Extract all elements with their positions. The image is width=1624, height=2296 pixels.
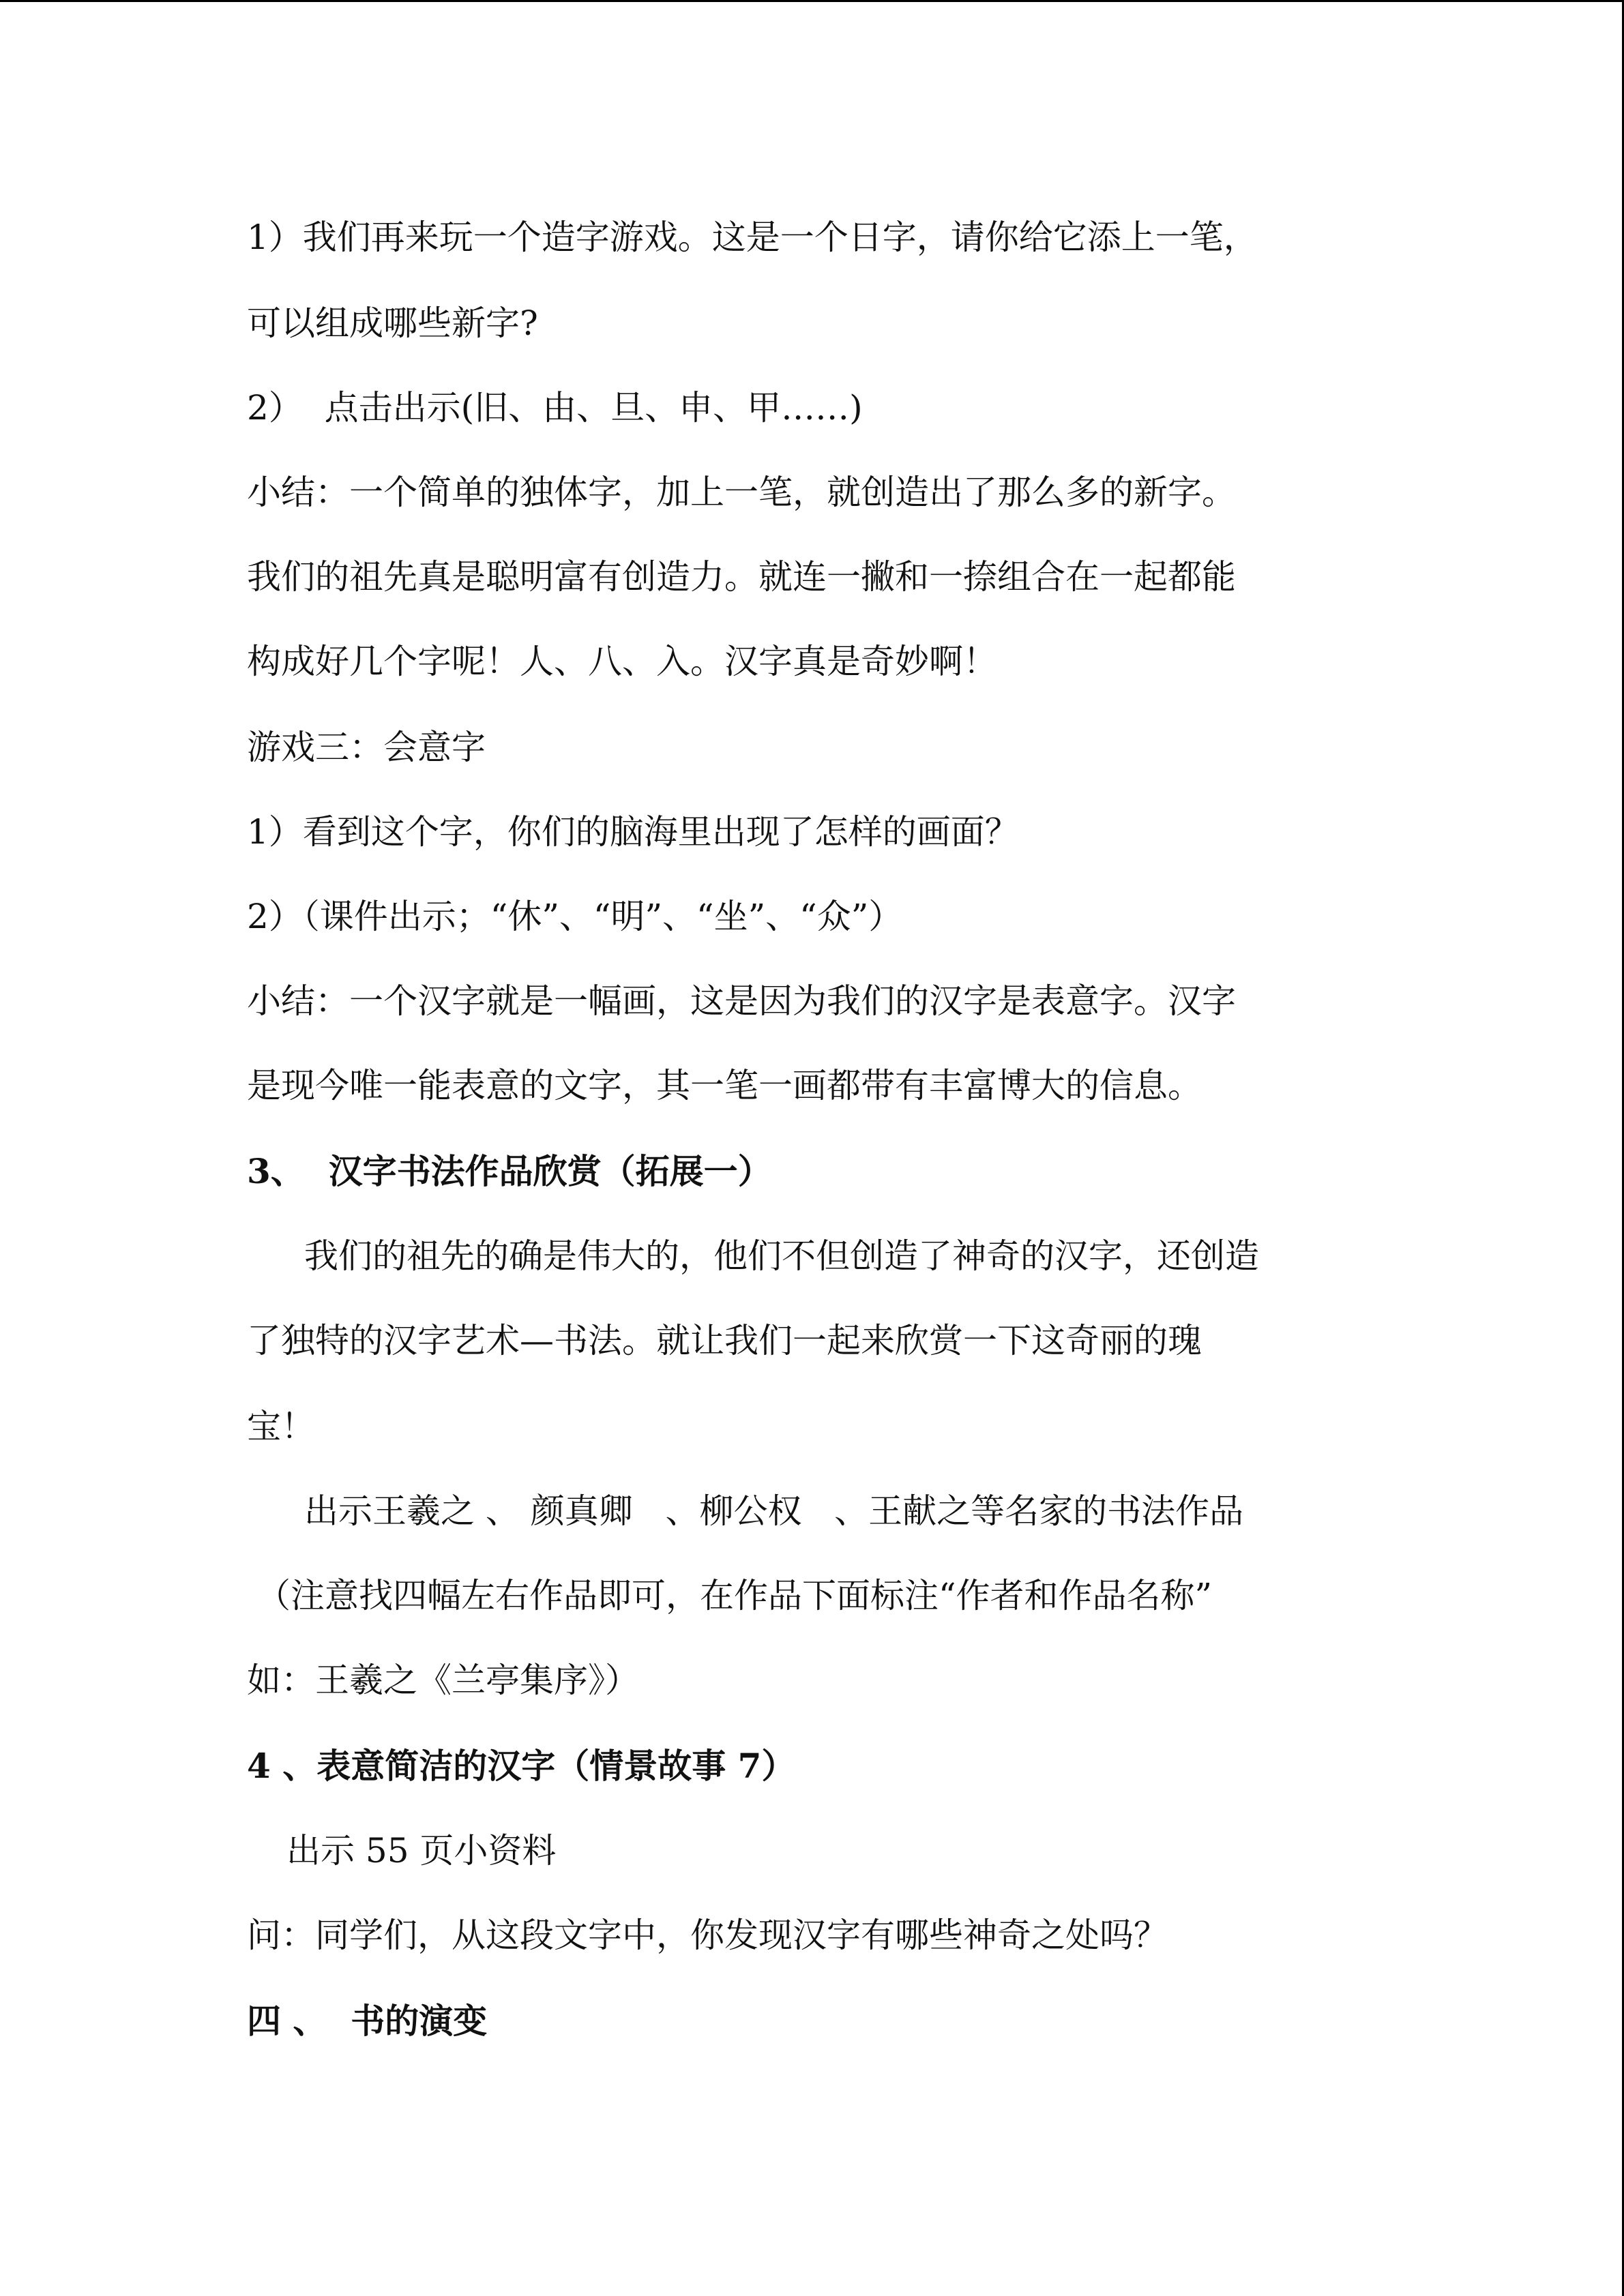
paragraph-line: （注意找四幅左右作品即可，在作品下面标注“作者和作品名称” [256, 1576, 1213, 1615]
paragraph-line: 是现今唯一能表意的文字，其一笔一画都带有丰富博大的信息。 [247, 1066, 1202, 1105]
paragraph-line: 小结：一个汉字就是一幅画，这是因为我们的汉字是表意字。汉字 [247, 981, 1236, 1021]
paragraph-line: 我们的祖先的确是伟大的，他们不但创造了神奇的汉字，还创造 [304, 1236, 1259, 1276]
paragraph-line: 1）我们再来玩一个造字游戏。这是一个日字，请你给它添上一笔， [247, 218, 1258, 257]
section-heading: 4 、表意简洁的汉字（情景故事 7） [247, 1746, 796, 1786]
paragraph-line: 可以组成哪些新字? [247, 303, 538, 343]
section-heading: 四 、 书的演变 [247, 2001, 488, 2041]
paragraph-line: 宝！ [247, 1407, 315, 1446]
paragraph-line: 出示 55 页小资料 [286, 1831, 557, 1870]
section-heading: 3、 汉字书法作品欣赏（拓展一） [247, 1151, 772, 1191]
paragraph-line: 了独特的汉字艺术—书法。就让我们一起来欣赏一下这奇丽的瑰 [247, 1321, 1202, 1360]
list-item: 1）看到这个字，你们的脑海里出现了怎样的画面？ [247, 812, 1019, 852]
paragraph-line: 构成好几个字呢！人、八、入。汉字真是奇妙啊！ [247, 642, 997, 681]
paragraph-line: 如：王羲之《兰亭集序》） [247, 1660, 639, 1700]
paragraph-line: 出示王羲之 、 颜真卿 、柳公权 、王献之等名家的书法作品 [304, 1491, 1244, 1531]
paragraph-line: 小结：一个简单的独体字，加上一笔，就创造出了那么多的新字。 [247, 473, 1236, 512]
list-item: 2） 点击出示(旧、由、旦、申、甲……) [247, 388, 863, 428]
list-item: 2）（课件出示；“休”、“明”、“坐”、“众”） [247, 897, 903, 936]
paragraph-line: 问：同学们，从这段文字中，你发现汉字有哪些神奇之处吗？ [247, 1915, 1168, 1955]
paragraph-line: 我们的祖先真是聪明富有创造力。就连一撇和一捺组合在一起都能 [247, 557, 1236, 597]
subheading: 游戏三：会意字 [247, 728, 486, 767]
page-border-top [0, 0, 1624, 2]
